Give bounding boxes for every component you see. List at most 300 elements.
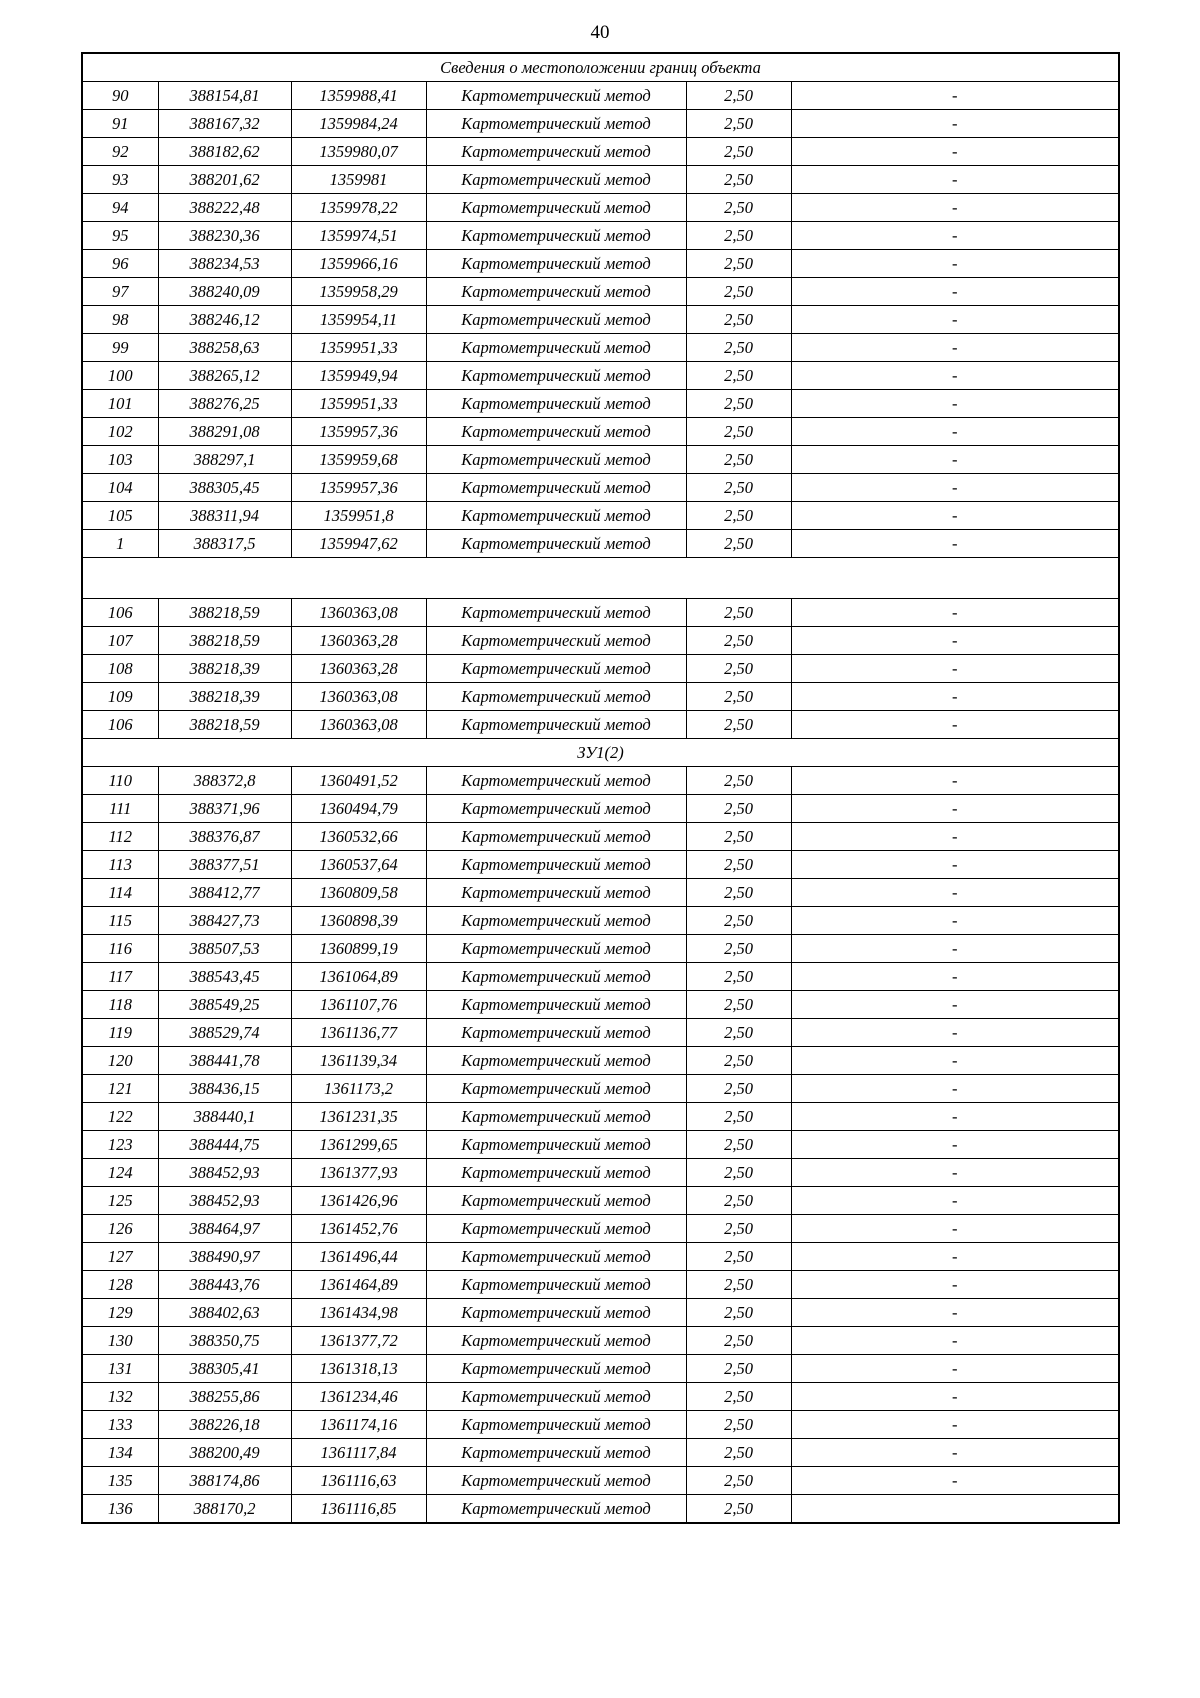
note-cell: -	[791, 1103, 1119, 1131]
method-cell: Картометрический метод	[426, 1047, 686, 1075]
table-row	[82, 1103, 1119, 1131]
coord-x-cell: 388246,12	[158, 306, 291, 334]
method-cell: Картометрический метод	[426, 823, 686, 851]
note-cell: -	[791, 1131, 1119, 1159]
accuracy-cell: 2,50	[686, 1103, 791, 1131]
spacer-row	[82, 558, 1119, 599]
coord-y-cell: 1360363,08	[291, 599, 426, 627]
spacer-cell	[82, 558, 1119, 599]
coord-y-cell: 1359988,41	[291, 82, 426, 110]
accuracy-cell: 2,50	[686, 711, 791, 739]
coord-y-cell: 1359957,36	[291, 474, 426, 502]
accuracy-cell: 2,50	[686, 1075, 791, 1103]
method-cell: Картометрический метод	[426, 907, 686, 935]
accuracy-cell: 2,50	[686, 222, 791, 250]
coord-y-cell: 1361136,77	[291, 1019, 426, 1047]
coord-x-cell: 388441,78	[158, 1047, 291, 1075]
note-cell: -	[791, 278, 1119, 306]
note-cell: -	[791, 1467, 1119, 1495]
coord-x-cell: 388371,96	[158, 795, 291, 823]
coord-x-cell: 388543,45	[158, 963, 291, 991]
accuracy-cell: 2,50	[686, 390, 791, 418]
coord-x-cell: 388240,09	[158, 278, 291, 306]
accuracy-cell: 2,50	[686, 138, 791, 166]
coord-y-cell: 1359957,36	[291, 418, 426, 446]
note-cell: -	[791, 795, 1119, 823]
coord-y-cell: 1361464,89	[291, 1271, 426, 1299]
point-number-cell: 122	[82, 1103, 158, 1131]
note-cell: -	[791, 767, 1119, 795]
coord-y-cell: 1361434,98	[291, 1299, 426, 1327]
coord-y-cell: 1361064,89	[291, 963, 426, 991]
point-number-cell: 128	[82, 1271, 158, 1299]
coord-x-cell: 388452,93	[158, 1187, 291, 1215]
table-row	[82, 390, 1119, 418]
note-cell: -	[791, 1439, 1119, 1467]
point-number-cell: 106	[82, 711, 158, 739]
table-title: Сведения о местоположении границ объекта	[82, 53, 1119, 82]
method-cell: Картометрический метод	[426, 1131, 686, 1159]
accuracy-cell: 2,50	[686, 166, 791, 194]
coord-x-cell: 388218,59	[158, 627, 291, 655]
method-cell: Картометрический метод	[426, 711, 686, 739]
note-cell: -	[791, 1355, 1119, 1383]
method-cell: Картометрический метод	[426, 1187, 686, 1215]
point-number-cell: 115	[82, 907, 158, 935]
coord-x-cell: 388255,86	[158, 1383, 291, 1411]
table-row	[82, 334, 1119, 362]
note-cell: -	[791, 502, 1119, 530]
coord-x-cell: 388200,49	[158, 1439, 291, 1467]
point-number-cell: 135	[82, 1467, 158, 1495]
coord-y-cell: 1361173,2	[291, 1075, 426, 1103]
point-number-cell: 116	[82, 935, 158, 963]
point-number-cell: 134	[82, 1439, 158, 1467]
coord-y-cell: 1359984,24	[291, 110, 426, 138]
coord-y-cell: 1359980,07	[291, 138, 426, 166]
point-number-cell: 94	[82, 194, 158, 222]
coord-y-cell: 1359954,11	[291, 306, 426, 334]
accuracy-cell: 2,50	[686, 1159, 791, 1187]
coord-x-cell: 388427,73	[158, 907, 291, 935]
method-cell: Картометрический метод	[426, 655, 686, 683]
note-cell	[791, 1495, 1119, 1524]
point-number-cell: 110	[82, 767, 158, 795]
table-row	[82, 1271, 1119, 1299]
table-row	[82, 1299, 1119, 1327]
table-row	[82, 502, 1119, 530]
table-row	[82, 991, 1119, 1019]
coord-x-cell: 388218,59	[158, 711, 291, 739]
coord-x-cell: 388350,75	[158, 1327, 291, 1355]
note-cell: -	[791, 530, 1119, 558]
method-cell: Картометрический метод	[426, 935, 686, 963]
note-cell: -	[791, 1383, 1119, 1411]
coord-y-cell: 1360537,64	[291, 851, 426, 879]
note-cell: -	[791, 991, 1119, 1019]
accuracy-cell: 2,50	[686, 82, 791, 110]
note-cell: -	[791, 1047, 1119, 1075]
coord-x-cell: 388170,2	[158, 1495, 291, 1524]
coord-y-cell: 1359981	[291, 166, 426, 194]
accuracy-cell: 2,50	[686, 599, 791, 627]
table-row	[82, 82, 1119, 110]
table-row	[82, 1327, 1119, 1355]
coord-x-cell: 388201,62	[158, 166, 291, 194]
accuracy-cell: 2,50	[686, 795, 791, 823]
point-number-cell: 123	[82, 1131, 158, 1159]
coord-x-cell: 388376,87	[158, 823, 291, 851]
coord-y-cell: 1359974,51	[291, 222, 426, 250]
table-row	[82, 474, 1119, 502]
note-cell: -	[791, 851, 1119, 879]
coord-y-cell: 1359949,94	[291, 362, 426, 390]
method-cell: Картометрический метод	[426, 1271, 686, 1299]
table-row	[82, 166, 1119, 194]
table-row	[82, 306, 1119, 334]
accuracy-cell: 2,50	[686, 530, 791, 558]
accuracy-cell: 2,50	[686, 1131, 791, 1159]
method-cell: Картометрический метод	[426, 138, 686, 166]
coord-x-cell: 388452,93	[158, 1159, 291, 1187]
accuracy-cell: 2,50	[686, 655, 791, 683]
coord-y-cell: 1360532,66	[291, 823, 426, 851]
method-cell: Картометрический метод	[426, 1467, 686, 1495]
table-row	[82, 446, 1119, 474]
accuracy-cell: 2,50	[686, 1495, 791, 1524]
point-number-cell: 103	[82, 446, 158, 474]
method-cell: Картометрический метод	[426, 795, 686, 823]
coord-x-cell: 388305,41	[158, 1355, 291, 1383]
coord-y-cell: 1361117,84	[291, 1439, 426, 1467]
method-cell: Картометрический метод	[426, 1299, 686, 1327]
table-row	[82, 1355, 1119, 1383]
point-number-cell: 92	[82, 138, 158, 166]
note-cell: -	[791, 1215, 1119, 1243]
section-row	[82, 739, 1119, 767]
point-number-cell: 117	[82, 963, 158, 991]
method-cell: Картометрический метод	[426, 278, 686, 306]
coord-x-cell: 388154,81	[158, 82, 291, 110]
section-label: ЗУ1(2)	[82, 739, 1119, 767]
point-number-cell: 131	[82, 1355, 158, 1383]
coord-y-cell: 1361234,46	[291, 1383, 426, 1411]
note-cell: -	[791, 334, 1119, 362]
table-row	[82, 530, 1119, 558]
note-cell: -	[791, 655, 1119, 683]
point-number-cell: 120	[82, 1047, 158, 1075]
coord-x-cell: 388230,36	[158, 222, 291, 250]
accuracy-cell: 2,50	[686, 1299, 791, 1327]
table-row	[82, 767, 1119, 795]
coord-x-cell: 388291,08	[158, 418, 291, 446]
note-cell: -	[791, 1159, 1119, 1187]
accuracy-cell: 2,50	[686, 278, 791, 306]
table-row	[82, 1187, 1119, 1215]
accuracy-cell: 2,50	[686, 1243, 791, 1271]
accuracy-cell: 2,50	[686, 1383, 791, 1411]
note-cell: -	[791, 194, 1119, 222]
method-cell: Картометрический метод	[426, 1215, 686, 1243]
coord-y-cell: 1361116,85	[291, 1495, 426, 1524]
method-cell: Картометрический метод	[426, 991, 686, 1019]
method-cell: Картометрический метод	[426, 474, 686, 502]
coord-y-cell: 1359947,62	[291, 530, 426, 558]
accuracy-cell: 2,50	[686, 991, 791, 1019]
method-cell: Картометрический метод	[426, 418, 686, 446]
accuracy-cell: 2,50	[686, 474, 791, 502]
method-cell: Картометрический метод	[426, 879, 686, 907]
note-cell: -	[791, 1243, 1119, 1271]
accuracy-cell: 2,50	[686, 683, 791, 711]
coord-y-cell: 1361231,35	[291, 1103, 426, 1131]
table-row	[82, 935, 1119, 963]
table-row	[82, 250, 1119, 278]
method-cell: Картометрический метод	[426, 1019, 686, 1047]
point-number-cell: 136	[82, 1495, 158, 1524]
coord-x-cell: 388234,53	[158, 250, 291, 278]
method-cell: Картометрический метод	[426, 390, 686, 418]
method-cell: Картометрический метод	[426, 627, 686, 655]
accuracy-cell: 2,50	[686, 879, 791, 907]
note-cell: -	[791, 1187, 1119, 1215]
point-number-cell: 98	[82, 306, 158, 334]
coord-x-cell: 388440,1	[158, 1103, 291, 1131]
coord-y-cell: 1361426,96	[291, 1187, 426, 1215]
note-cell: -	[791, 222, 1119, 250]
table-row	[82, 1159, 1119, 1187]
accuracy-cell: 2,50	[686, 1187, 791, 1215]
accuracy-cell: 2,50	[686, 935, 791, 963]
coord-y-cell: 1360491,52	[291, 767, 426, 795]
coord-y-cell: 1359958,29	[291, 278, 426, 306]
coord-y-cell: 1359966,16	[291, 250, 426, 278]
coord-x-cell: 388464,97	[158, 1215, 291, 1243]
point-number-cell: 1	[82, 530, 158, 558]
table-row	[82, 711, 1119, 739]
method-cell: Картометрический метод	[426, 1383, 686, 1411]
point-number-cell: 112	[82, 823, 158, 851]
coord-x-cell: 388444,75	[158, 1131, 291, 1159]
coord-x-cell: 388182,62	[158, 138, 291, 166]
accuracy-cell: 2,50	[686, 446, 791, 474]
coord-y-cell: 1360363,08	[291, 683, 426, 711]
coord-x-cell: 388402,63	[158, 1299, 291, 1327]
note-cell: -	[791, 362, 1119, 390]
table-title-row	[82, 53, 1119, 82]
table-row	[82, 1411, 1119, 1439]
coord-x-cell: 388443,76	[158, 1271, 291, 1299]
table-row	[82, 907, 1119, 935]
point-number-cell: 95	[82, 222, 158, 250]
coord-y-cell: 1361377,72	[291, 1327, 426, 1355]
method-cell: Картометрический метод	[426, 1243, 686, 1271]
method-cell: Картометрический метод	[426, 502, 686, 530]
coord-x-cell: 388174,86	[158, 1467, 291, 1495]
coord-y-cell: 1359951,8	[291, 502, 426, 530]
coord-y-cell: 1360363,08	[291, 711, 426, 739]
accuracy-cell: 2,50	[686, 907, 791, 935]
accuracy-cell: 2,50	[686, 823, 791, 851]
coord-x-cell: 388297,1	[158, 446, 291, 474]
method-cell: Картометрический метод	[426, 222, 686, 250]
table-row	[82, 194, 1119, 222]
coord-x-cell: 388436,15	[158, 1075, 291, 1103]
point-number-cell: 108	[82, 655, 158, 683]
method-cell: Картометрический метод	[426, 1075, 686, 1103]
point-number-cell: 90	[82, 82, 158, 110]
accuracy-cell: 2,50	[686, 767, 791, 795]
coord-x-cell: 388265,12	[158, 362, 291, 390]
accuracy-cell: 2,50	[686, 194, 791, 222]
coord-x-cell: 388529,74	[158, 1019, 291, 1047]
table-row	[82, 1383, 1119, 1411]
point-number-cell: 96	[82, 250, 158, 278]
coord-y-cell: 1360898,39	[291, 907, 426, 935]
method-cell: Картометрический метод	[426, 446, 686, 474]
accuracy-cell: 2,50	[686, 1467, 791, 1495]
coord-x-cell: 388167,32	[158, 110, 291, 138]
coord-x-cell: 388549,25	[158, 991, 291, 1019]
table-row	[82, 655, 1119, 683]
coord-y-cell: 1361174,16	[291, 1411, 426, 1439]
table-row	[82, 963, 1119, 991]
note-cell: -	[791, 683, 1119, 711]
method-cell: Картометрический метод	[426, 963, 686, 991]
coord-y-cell: 1360899,19	[291, 935, 426, 963]
table-row	[82, 1243, 1119, 1271]
coord-x-cell: 388218,39	[158, 655, 291, 683]
note-cell: -	[791, 711, 1119, 739]
coord-x-cell: 388276,25	[158, 390, 291, 418]
table-row	[82, 1215, 1119, 1243]
coord-x-cell: 388218,59	[158, 599, 291, 627]
accuracy-cell: 2,50	[686, 502, 791, 530]
method-cell: Картометрический метод	[426, 1103, 686, 1131]
method-cell: Картометрический метод	[426, 683, 686, 711]
point-number-cell: 130	[82, 1327, 158, 1355]
note-cell: -	[791, 82, 1119, 110]
coord-y-cell: 1359951,33	[291, 334, 426, 362]
note-cell: -	[791, 1075, 1119, 1103]
point-number-cell: 119	[82, 1019, 158, 1047]
note-cell: -	[791, 166, 1119, 194]
accuracy-cell: 2,50	[686, 963, 791, 991]
coord-x-cell: 388305,45	[158, 474, 291, 502]
table-row	[82, 627, 1119, 655]
table-row	[82, 1047, 1119, 1075]
point-number-cell: 133	[82, 1411, 158, 1439]
table-row	[82, 418, 1119, 446]
point-number-cell: 124	[82, 1159, 158, 1187]
coord-y-cell: 1359951,33	[291, 390, 426, 418]
note-cell: -	[791, 138, 1119, 166]
method-cell: Картометрический метод	[426, 166, 686, 194]
note-cell: -	[791, 1019, 1119, 1047]
note-cell: -	[791, 306, 1119, 334]
point-number-cell: 91	[82, 110, 158, 138]
point-number-cell: 101	[82, 390, 158, 418]
point-number-cell: 121	[82, 1075, 158, 1103]
method-cell: Картометрический метод	[426, 1159, 686, 1187]
accuracy-cell: 2,50	[686, 851, 791, 879]
accuracy-cell: 2,50	[686, 362, 791, 390]
point-number-cell: 109	[82, 683, 158, 711]
note-cell: -	[791, 935, 1119, 963]
note-cell: -	[791, 1271, 1119, 1299]
method-cell: Картометрический метод	[426, 599, 686, 627]
method-cell: Картометрический метод	[426, 306, 686, 334]
point-number-cell: 125	[82, 1187, 158, 1215]
table-row	[82, 851, 1119, 879]
table-row	[82, 599, 1119, 627]
coord-x-cell: 388317,5	[158, 530, 291, 558]
point-number-cell: 106	[82, 599, 158, 627]
table-row	[82, 1075, 1119, 1103]
method-cell: Картометрический метод	[426, 82, 686, 110]
point-number-cell: 113	[82, 851, 158, 879]
table-row	[82, 1495, 1119, 1524]
point-number-cell: 99	[82, 334, 158, 362]
coord-x-cell: 388311,94	[158, 502, 291, 530]
accuracy-cell: 2,50	[686, 250, 791, 278]
note-cell: -	[791, 390, 1119, 418]
accuracy-cell: 2,50	[686, 1327, 791, 1355]
coord-x-cell: 388258,63	[158, 334, 291, 362]
coord-y-cell: 1361377,93	[291, 1159, 426, 1187]
boundary-table-head	[82, 53, 1119, 82]
coord-y-cell: 1361318,13	[291, 1355, 426, 1383]
method-cell: Картометрический метод	[426, 767, 686, 795]
note-cell: -	[791, 110, 1119, 138]
method-cell: Картометрический метод	[426, 250, 686, 278]
method-cell: Картометрический метод	[426, 362, 686, 390]
point-number-cell: 132	[82, 1383, 158, 1411]
accuracy-cell: 2,50	[686, 1355, 791, 1383]
coord-x-cell: 388490,97	[158, 1243, 291, 1271]
table-row	[82, 1467, 1119, 1495]
accuracy-cell: 2,50	[686, 306, 791, 334]
coord-y-cell: 1361496,44	[291, 1243, 426, 1271]
accuracy-cell: 2,50	[686, 1019, 791, 1047]
point-number-cell: 111	[82, 795, 158, 823]
table-row	[82, 110, 1119, 138]
coord-y-cell: 1361299,65	[291, 1131, 426, 1159]
boundary-table-body	[82, 82, 1119, 1524]
table-row	[82, 879, 1119, 907]
table-row	[82, 683, 1119, 711]
point-number-cell: 105	[82, 502, 158, 530]
accuracy-cell: 2,50	[686, 1047, 791, 1075]
coord-y-cell: 1361452,76	[291, 1215, 426, 1243]
accuracy-cell: 2,50	[686, 1215, 791, 1243]
note-cell: -	[791, 879, 1119, 907]
method-cell: Картометрический метод	[426, 194, 686, 222]
accuracy-cell: 2,50	[686, 418, 791, 446]
coord-x-cell: 388218,39	[158, 683, 291, 711]
note-cell: -	[791, 907, 1119, 935]
method-cell: Картометрический метод	[426, 1327, 686, 1355]
method-cell: Картометрический метод	[426, 1439, 686, 1467]
table-row	[82, 1019, 1119, 1047]
coord-x-cell: 388372,8	[158, 767, 291, 795]
coord-y-cell: 1361107,76	[291, 991, 426, 1019]
coord-x-cell: 388222,48	[158, 194, 291, 222]
point-number-cell: 104	[82, 474, 158, 502]
method-cell: Картометрический метод	[426, 1495, 686, 1524]
method-cell: Картометрический метод	[426, 851, 686, 879]
accuracy-cell: 2,50	[686, 1439, 791, 1467]
